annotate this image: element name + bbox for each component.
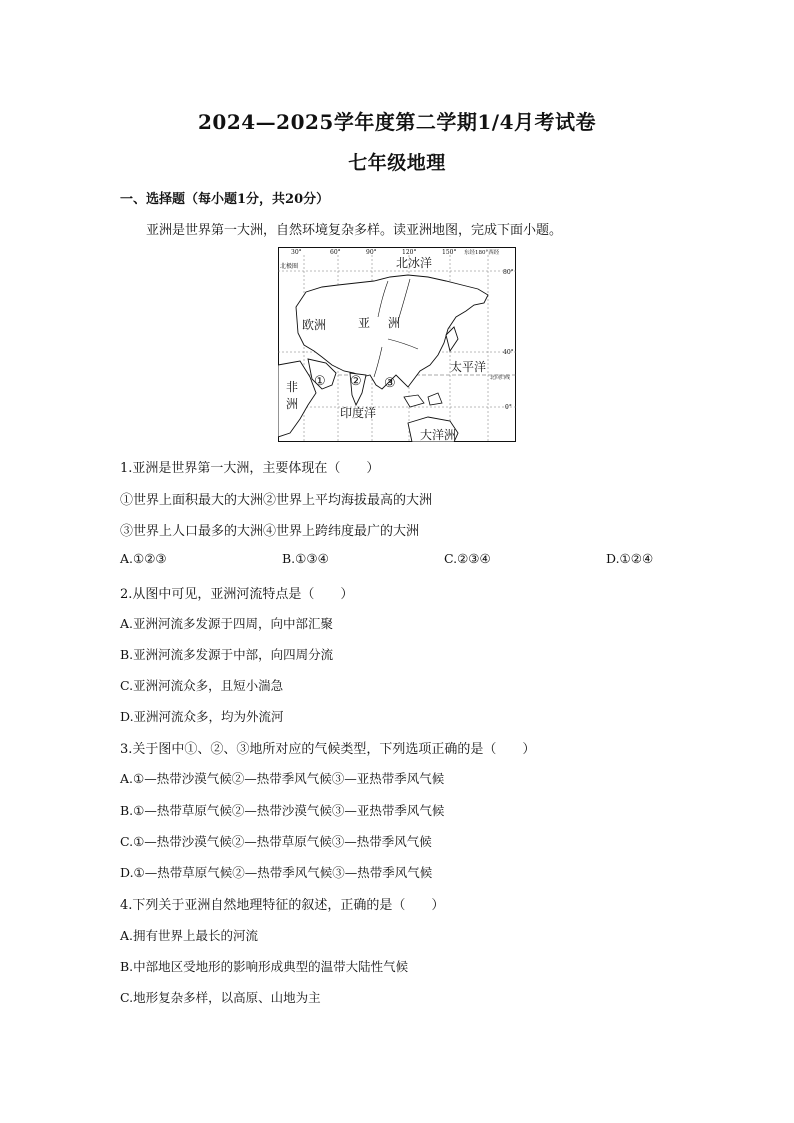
question-2-stem: 2.从图中可见，亚洲河流特点是（ ）	[120, 587, 354, 602]
lon-30: 30°	[291, 249, 302, 256]
marker-2: ②	[350, 374, 362, 389]
question-3-option-c[interactable]: C.①—热带沙漠气候②—热带草原气候③—热带季风气候	[120, 834, 432, 849]
exam-subtitle: 七年级地理	[348, 152, 446, 174]
marker-1: ①	[314, 374, 326, 389]
oceania-label: 大洋洲	[420, 428, 457, 442]
question-1-option-a[interactable]: A.①②③	[120, 551, 167, 566]
lat-40: 40°	[503, 349, 514, 356]
europe-label: 欧洲	[302, 318, 327, 332]
question-3-stem: 3.关于图中①、②、③地所对应的气候类型，下列选项正确的是（ ）	[120, 742, 536, 757]
question-4-option-b[interactable]: B.中部地区受地形的影响形成典型的温带大陆性气候	[120, 959, 409, 974]
lon-90: 90°	[366, 249, 377, 256]
lat-80: 80°	[503, 269, 514, 276]
lon-150: 150°	[442, 249, 457, 256]
question-4-stem: 4.下列关于亚洲自然地理特征的叙述，正确的是（ ）	[120, 898, 445, 913]
arctic-ocean-label: 北冰洋	[396, 256, 433, 270]
question-2-option-c[interactable]: C.亚洲河流众多，且短小湍急	[120, 678, 284, 693]
lon-60: 60°	[330, 249, 341, 256]
asia-label-2: 洲	[388, 316, 401, 330]
question-2-option-d[interactable]: D.亚洲河流众多，均为外流河	[120, 709, 284, 724]
section-heading: 一、选择题（每小题1分，共20分）	[120, 192, 330, 207]
question-1-option-d[interactable]: D.①②④	[606, 551, 654, 566]
question-2-option-a[interactable]: A.亚洲河流多发源于四周，向中部汇聚	[120, 616, 334, 631]
tropic-label: 北回归线	[490, 375, 511, 381]
question-3-option-d[interactable]: D.①—热带草原气候②—热带季风气候③—热带季风气候	[120, 865, 433, 880]
question-1-statement-a: ①世界上面积最大的大洲②世界上平均海拔最高的大洲	[120, 493, 433, 508]
question-3-option-a[interactable]: A.①—热带沙漠气候②—热带季风气候③—亚热带季风气候	[120, 771, 445, 786]
lat-0: 0°	[505, 404, 512, 411]
exam-title: 2024—2025学年度第二学期1/4月考试卷	[198, 110, 596, 134]
question-4-option-a[interactable]: A.拥有世界上最长的河流	[120, 928, 259, 943]
question-1-option-b[interactable]: B.①③④	[282, 551, 329, 566]
pacific-label: 太平洋	[450, 360, 487, 374]
asia-map	[278, 247, 516, 442]
question-2-option-b[interactable]: B.亚洲河流多发源于中部，向四周分流	[120, 647, 334, 662]
question-4-option-c[interactable]: C.地形复杂多样，以高原、山地为主	[120, 990, 321, 1005]
africa-label-1: 非	[286, 380, 299, 394]
indian-ocean-label: 印度洋	[340, 406, 377, 420]
question-1-stem: 1.亚洲是世界第一大洲，主要体现在（ ）	[120, 461, 380, 476]
section-intro: 亚洲是世界第一大洲，自然环境复杂多样。读亚洲地图，完成下面小题。	[146, 223, 563, 238]
lon-120: 120°	[402, 249, 417, 256]
question-1-option-c[interactable]: C.②③④	[444, 551, 491, 566]
africa-label-2: 洲	[286, 397, 299, 411]
asia-label-1: 亚	[358, 316, 371, 330]
lon-180: 东经180°西经	[464, 250, 500, 256]
question-1-statement-b: ③世界上人口最多的大洲④世界上跨纬度最广的大洲	[120, 524, 420, 539]
arctic-circle-label: 北极圈	[280, 263, 299, 270]
marker-3: ③	[384, 376, 396, 391]
question-3-option-b[interactable]: B.①—热带草原气候②—热带沙漠气候③—亚热带季风气候	[120, 803, 445, 818]
